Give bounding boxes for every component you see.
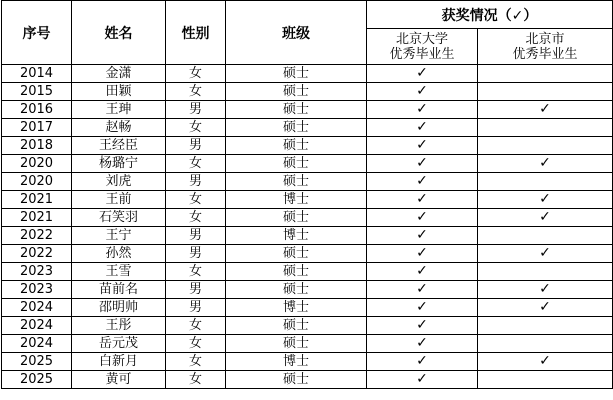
cell-award-bj-check: ✓ [478,281,613,299]
cell-name: 刘虎 [72,173,166,191]
cell-level: 硕士 [226,65,367,83]
table-row [2,281,613,299]
cell-year: 2017 [2,119,72,137]
cell-level: 硕士 [226,245,367,263]
cell-award-bj-check [478,263,613,281]
header-award-group: 获奖情况（✓） [367,1,613,29]
cell-level: 硕士 [226,263,367,281]
cell-award-bj-check [478,335,613,353]
table-row [2,245,613,263]
cell-gender: 男 [166,227,226,245]
cell-gender: 女 [166,335,226,353]
table-row [2,155,613,173]
cell-gender: 女 [166,83,226,101]
header-award-pku [367,29,478,65]
cell-name: 黄可 [72,371,166,389]
cell-level: 博士 [226,353,367,371]
cell-award-pku-check: ✓ [367,263,478,281]
cell-year: 2023 [2,263,72,281]
cell-gender: 女 [166,155,226,173]
cell-name: 孙然 [72,245,166,263]
cell-level: 硕士 [226,155,367,173]
table-row [2,173,613,191]
cell-gender: 女 [166,65,226,83]
cell-name: 杨璐宁 [72,155,166,173]
cell-year: 2024 [2,335,72,353]
cell-year: 2024 [2,317,72,335]
table-row [2,227,613,245]
table-row [2,137,613,155]
cell-gender: 男 [166,281,226,299]
cell-gender: 男 [166,173,226,191]
header-award-bj [478,29,613,65]
table-body [2,65,613,389]
cell-gender: 男 [166,101,226,119]
cell-level: 硕士 [226,119,367,137]
cell-award-pku-check: ✓ [367,317,478,335]
table-row [2,191,613,209]
header-award-bj-line1: 北京市 [525,31,565,47]
cell-award-pku-check: ✓ [367,299,478,317]
cell-award-pku-check: ✓ [367,173,478,191]
cell-name: 王前 [72,191,166,209]
cell-award-bj-check [478,227,613,245]
cell-award-pku-check: ✓ [367,191,478,209]
cell-level: 博士 [226,299,367,317]
header-award-bj-line2: 优秀毕业生 [512,46,578,62]
cell-year: 2025 [2,353,72,371]
cell-year: 2015 [2,83,72,101]
cell-award-bj-check: ✓ [478,353,613,371]
cell-gender: 女 [166,119,226,137]
awards-table [1,0,613,389]
cell-year: 2016 [2,101,72,119]
cell-award-bj-check: ✓ [478,191,613,209]
cell-award-pku-check: ✓ [367,65,478,83]
header-row-1 [2,1,613,29]
cell-name: 邵明帅 [72,299,166,317]
cell-year: 2020 [2,173,72,191]
cell-level: 博士 [226,191,367,209]
cell-award-bj-check: ✓ [478,299,613,317]
cell-year: 2020 [2,155,72,173]
cell-award-bj-check [478,137,613,155]
cell-name: 赵畅 [72,119,166,137]
table-row [2,83,613,101]
cell-award-bj-check [478,317,613,335]
cell-award-pku-check: ✓ [367,227,478,245]
header-award-pku-line2: 优秀毕业生 [389,46,455,62]
table-row [2,65,613,83]
cell-award-pku-check: ✓ [367,137,478,155]
table-row [2,299,613,317]
table-row [2,353,613,371]
cell-level: 硕士 [226,335,367,353]
cell-award-pku-check: ✓ [367,245,478,263]
cell-name: 王宁 [72,227,166,245]
cell-level: 硕士 [226,281,367,299]
cell-gender: 男 [166,137,226,155]
cell-award-pku-check: ✓ [367,155,478,173]
cell-year: 2014 [2,65,72,83]
cell-level: 硕士 [226,173,367,191]
cell-award-pku-check: ✓ [367,209,478,227]
cell-level: 硕士 [226,209,367,227]
cell-award-pku-check: ✓ [367,281,478,299]
table-row [2,101,613,119]
header-level: 班级 [226,1,367,65]
cell-name: 白新月 [72,353,166,371]
cell-gender: 女 [166,371,226,389]
cell-name: 王彤 [72,317,166,335]
header-seq: 序号 [2,1,72,65]
table-row [2,317,613,335]
cell-award-pku-check: ✓ [367,119,478,137]
cell-name: 王经臣 [72,137,166,155]
cell-award-bj-check [478,83,613,101]
cell-gender: 女 [166,191,226,209]
cell-year: 2025 [2,371,72,389]
cell-award-bj-check [478,119,613,137]
header-gender: 性别 [166,1,226,65]
header-name: 姓名 [72,1,166,65]
cell-year: 2018 [2,137,72,155]
cell-award-bj-check [478,65,613,83]
cell-award-bj-check [478,371,613,389]
header-award-pku-line1: 北京大学 [395,31,448,47]
cell-award-bj-check: ✓ [478,245,613,263]
cell-gender: 女 [166,317,226,335]
table-row [2,371,613,389]
cell-gender: 女 [166,209,226,227]
cell-award-bj-check: ✓ [478,101,613,119]
table-row [2,335,613,353]
cell-level: 硕士 [226,83,367,101]
cell-year: 2023 [2,281,72,299]
table-row [2,263,613,281]
cell-name: 石笑羽 [72,209,166,227]
cell-year: 2022 [2,245,72,263]
cell-name: 田颖 [72,83,166,101]
cell-level: 硕士 [226,317,367,335]
cell-gender: 男 [166,245,226,263]
cell-award-bj-check: ✓ [478,155,613,173]
cell-name: 王珅 [72,101,166,119]
cell-award-pku-check: ✓ [367,101,478,119]
table-header [2,1,613,65]
cell-award-pku-check: ✓ [367,371,478,389]
cell-award-pku-check: ✓ [367,83,478,101]
cell-award-bj-check: ✓ [478,209,613,227]
cell-name: 岳元茂 [72,335,166,353]
cell-year: 2021 [2,209,72,227]
cell-award-pku-check: ✓ [367,335,478,353]
cell-level: 硕士 [226,137,367,155]
table-row [2,119,613,137]
cell-award-bj-check [478,173,613,191]
cell-name: 苗前名 [72,281,166,299]
cell-award-pku-check: ✓ [367,353,478,371]
table-row [2,209,613,227]
cell-year: 2024 [2,299,72,317]
cell-level: 硕士 [226,101,367,119]
cell-year: 2021 [2,191,72,209]
cell-gender: 女 [166,263,226,281]
cell-gender: 男 [166,299,226,317]
cell-gender: 女 [166,353,226,371]
cell-name: 金潇 [72,65,166,83]
cell-name: 王雪 [72,263,166,281]
cell-year: 2022 [2,227,72,245]
cell-level: 硕士 [226,371,367,389]
cell-level: 博士 [226,227,367,245]
